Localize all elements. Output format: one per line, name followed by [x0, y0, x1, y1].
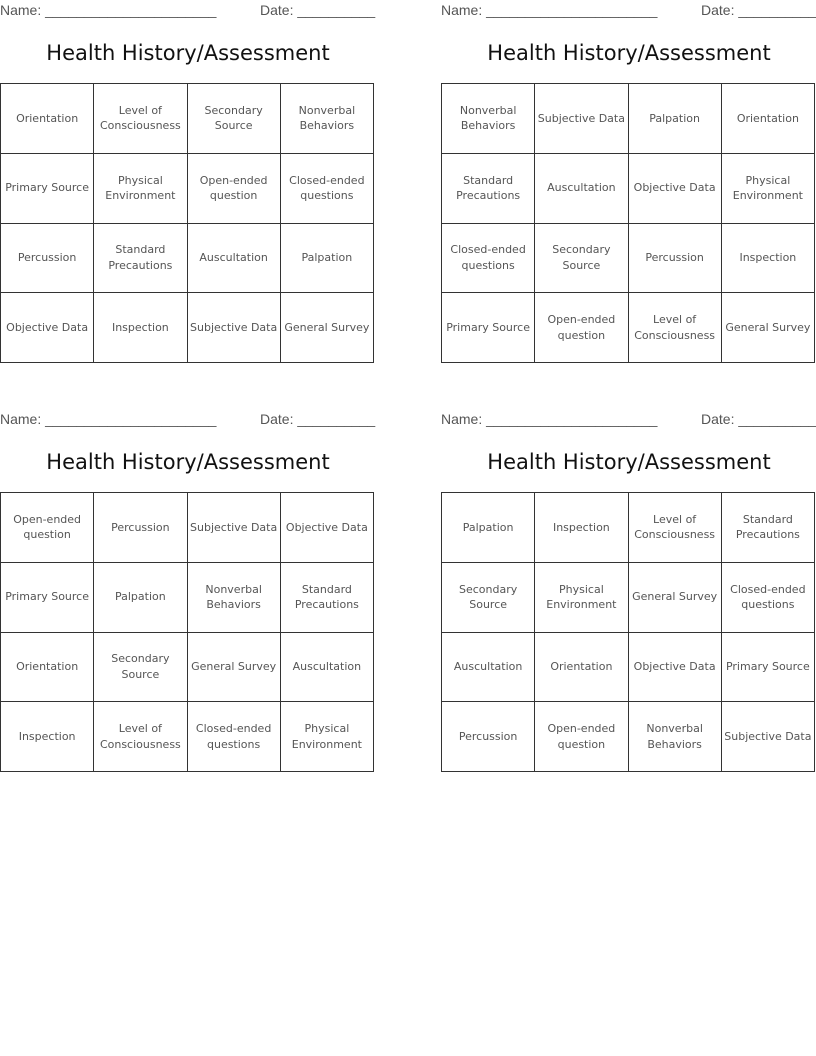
- bingo-cell[interactable]: Standard Precautions: [442, 153, 535, 223]
- bingo-cell[interactable]: Open-ended question: [187, 153, 280, 223]
- bingo-cell[interactable]: Inspection: [94, 293, 187, 363]
- bingo-cell[interactable]: Palpation: [94, 562, 187, 632]
- bingo-cell[interactable]: General Survey: [187, 632, 280, 702]
- name-field[interactable]: Name: ______________________: [441, 411, 658, 427]
- bingo-cell[interactable]: Primary Source: [1, 562, 94, 632]
- bingo-cell[interactable]: Subjective Data: [187, 293, 280, 363]
- bingo-cell[interactable]: Auscultation: [442, 632, 535, 702]
- bingo-cell[interactable]: Inspection: [535, 493, 628, 563]
- bingo-cell[interactable]: Nonverbal Behaviors: [442, 84, 535, 154]
- bingo-cell[interactable]: Palpation: [442, 493, 535, 563]
- bingo-cell[interactable]: Inspection: [721, 223, 814, 293]
- date-field[interactable]: Date: __________: [260, 411, 376, 427]
- bingo-cell[interactable]: Level of Consciousness: [628, 493, 721, 563]
- bingo-cell[interactable]: Orientation: [1, 84, 94, 154]
- bingo-cell[interactable]: Objective Data: [280, 493, 373, 563]
- bingo-cell[interactable]: Open-ended question: [535, 702, 628, 772]
- bingo-cell[interactable]: Palpation: [628, 84, 721, 154]
- card-title: Health History/Assessment: [487, 450, 771, 474]
- bingo-cell[interactable]: Auscultation: [280, 632, 373, 702]
- bingo-cell[interactable]: Closed-ended questions: [721, 562, 814, 632]
- bingo-cell[interactable]: Primary Source: [721, 632, 814, 702]
- bingo-cell[interactable]: Physical Environment: [280, 702, 373, 772]
- bingo-grid: [441, 492, 815, 772]
- bingo-cell[interactable]: Open-ended question: [1, 493, 94, 563]
- bingo-cell[interactable]: Objective Data: [1, 293, 94, 363]
- bingo-cell[interactable]: Subjective Data: [187, 493, 280, 563]
- bingo-cell[interactable]: Closed-ended questions: [280, 153, 373, 223]
- bingo-cell[interactable]: Percussion: [442, 702, 535, 772]
- grid-row: [442, 632, 815, 702]
- bingo-cell[interactable]: Palpation: [280, 223, 373, 293]
- bingo-grid: [0, 492, 374, 772]
- bingo-cell[interactable]: Closed-ended questions: [187, 702, 280, 772]
- grid-row: [442, 153, 815, 223]
- bingo-cell[interactable]: Level of Consciousness: [94, 84, 187, 154]
- bingo-cell[interactable]: Auscultation: [535, 153, 628, 223]
- bingo-cell[interactable]: Orientation: [535, 632, 628, 702]
- bingo-cell[interactable]: Level of Consciousness: [628, 293, 721, 363]
- bingo-cell[interactable]: Percussion: [94, 493, 187, 563]
- grid-row: [1, 493, 374, 563]
- date-field[interactable]: Date: __________: [701, 411, 816, 427]
- name-field[interactable]: Name: ______________________: [0, 2, 217, 18]
- bingo-cell[interactable]: Physical Environment: [535, 562, 628, 632]
- grid-row: [1, 84, 374, 154]
- grid-row: [1, 562, 374, 632]
- grid-row: [442, 562, 815, 632]
- bingo-cell[interactable]: Percussion: [628, 223, 721, 293]
- bingo-cell[interactable]: General Survey: [280, 293, 373, 363]
- bingo-cell[interactable]: Physical Environment: [94, 153, 187, 223]
- grid-row: [442, 84, 815, 154]
- bingo-cell[interactable]: Physical Environment: [721, 153, 814, 223]
- grid-row: [442, 702, 815, 772]
- bingo-cell[interactable]: Standard Precautions: [94, 223, 187, 293]
- grid-row: [1, 632, 374, 702]
- card-title: Health History/Assessment: [487, 41, 771, 65]
- bingo-grid: [0, 83, 374, 363]
- bingo-cell[interactable]: Orientation: [721, 84, 814, 154]
- bingo-cell[interactable]: Objective Data: [628, 153, 721, 223]
- bingo-cell[interactable]: Secondary Source: [187, 84, 280, 154]
- bingo-cell[interactable]: Standard Precautions: [721, 493, 814, 563]
- bingo-grid: [441, 83, 815, 363]
- bingo-cell[interactable]: Orientation: [1, 632, 94, 702]
- bingo-cell[interactable]: Nonverbal Behaviors: [628, 702, 721, 772]
- date-field[interactable]: Date: __________: [701, 2, 816, 18]
- bingo-cell[interactable]: Secondary Source: [442, 562, 535, 632]
- card-header: [0, 0, 376, 22]
- bingo-cell[interactable]: Primary Source: [442, 293, 535, 363]
- grid-row: [442, 223, 815, 293]
- card-header: [0, 409, 376, 431]
- bingo-cell[interactable]: General Survey: [628, 562, 721, 632]
- bingo-cell[interactable]: Inspection: [1, 702, 94, 772]
- bingo-cell[interactable]: Nonverbal Behaviors: [187, 562, 280, 632]
- bingo-cell[interactable]: General Survey: [721, 293, 814, 363]
- grid-row: [1, 702, 374, 772]
- card-header: [441, 0, 816, 22]
- name-field[interactable]: Name: ______________________: [441, 2, 658, 18]
- bingo-cell[interactable]: Primary Source: [1, 153, 94, 223]
- bingo-cell[interactable]: Closed-ended questions: [442, 223, 535, 293]
- bingo-cell[interactable]: Nonverbal Behaviors: [280, 84, 373, 154]
- bingo-cell[interactable]: Standard Precautions: [280, 562, 373, 632]
- date-field[interactable]: Date: __________: [260, 2, 376, 18]
- bingo-cell[interactable]: Open-ended question: [535, 293, 628, 363]
- grid-row: [442, 493, 815, 563]
- card-title: Health History/Assessment: [46, 41, 330, 65]
- bingo-cell[interactable]: Percussion: [1, 223, 94, 293]
- grid-row: [1, 293, 374, 363]
- bingo-cell[interactable]: Subjective Data: [721, 702, 814, 772]
- grid-row: [1, 153, 374, 223]
- bingo-cell[interactable]: Subjective Data: [535, 84, 628, 154]
- grid-row: [1, 223, 374, 293]
- bingo-cell[interactable]: Objective Data: [628, 632, 721, 702]
- name-field[interactable]: Name: ______________________: [0, 411, 217, 427]
- card-title: Health History/Assessment: [46, 450, 330, 474]
- bingo-cell[interactable]: Secondary Source: [535, 223, 628, 293]
- card-header: [441, 409, 816, 431]
- bingo-cell[interactable]: Auscultation: [187, 223, 280, 293]
- bingo-cell[interactable]: Level of Consciousness: [94, 702, 187, 772]
- bingo-cell[interactable]: Secondary Source: [94, 632, 187, 702]
- grid-row: [442, 293, 815, 363]
